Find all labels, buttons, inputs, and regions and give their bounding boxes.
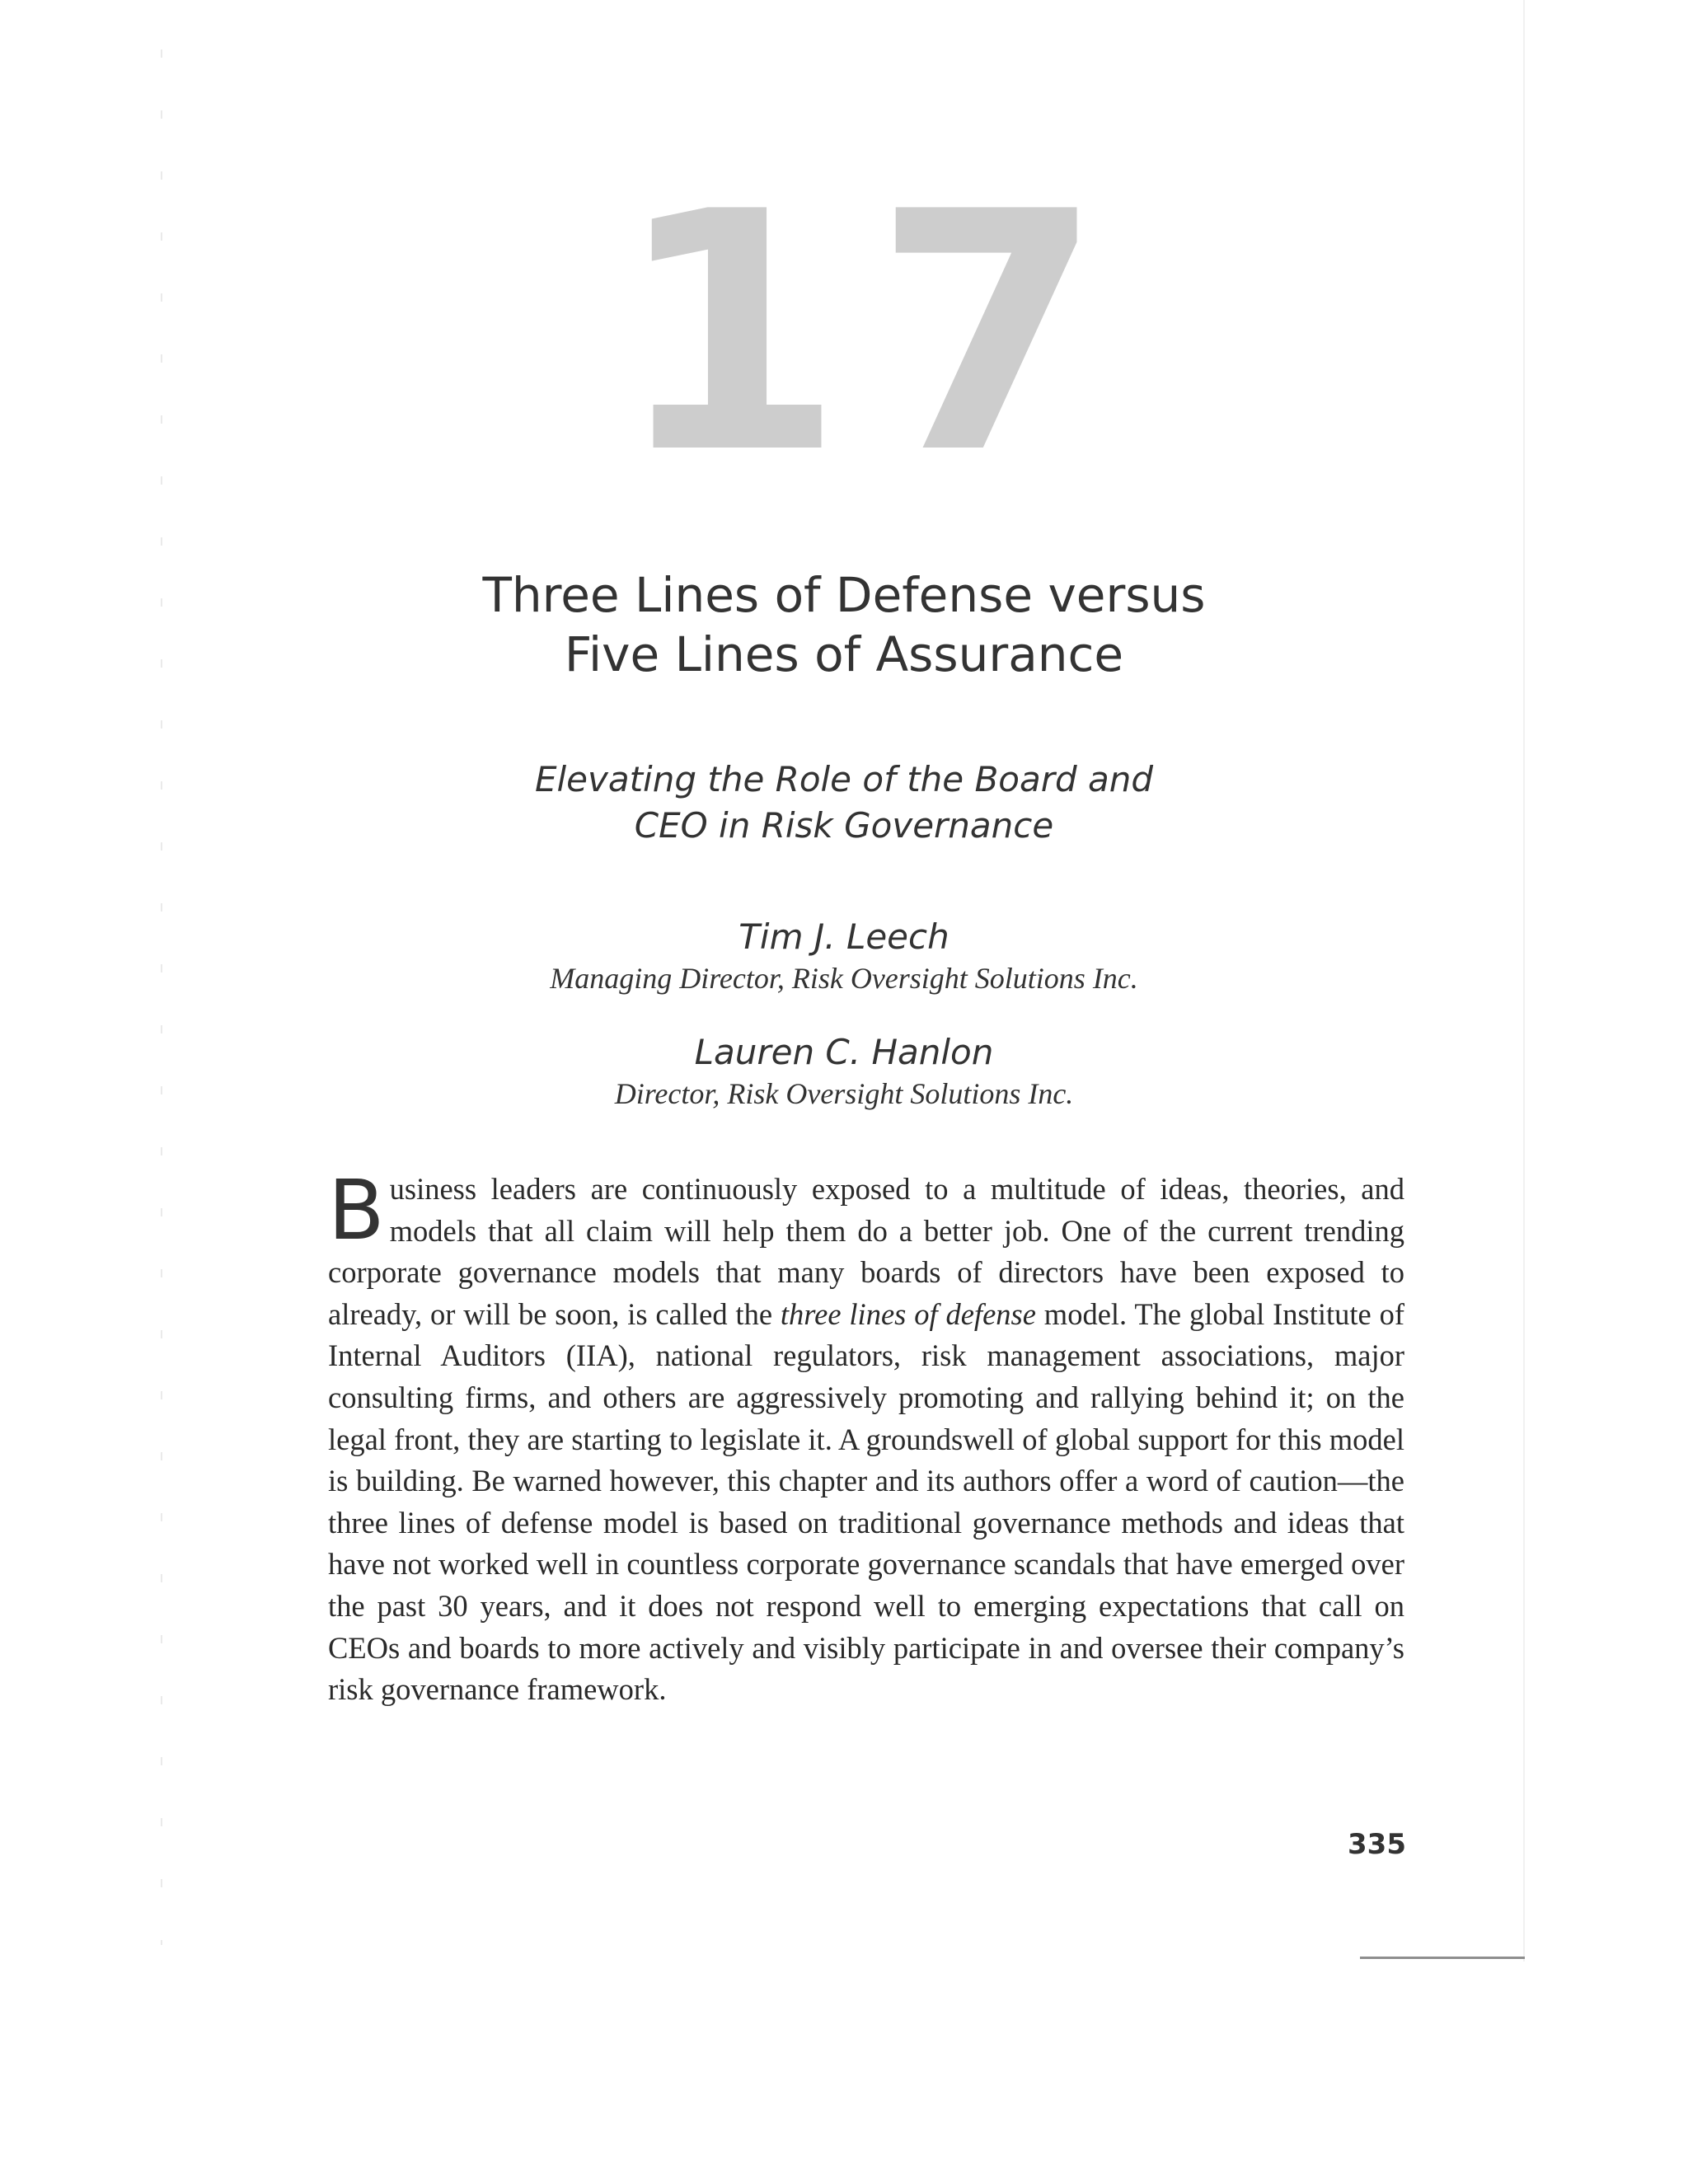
author-affiliation: Managing Director, Risk Oversight Solutions Inc. (550, 962, 1138, 995)
body-text-part-2: model. The global Institute of Internal Auditors (IIA), national regulators, risk management associations, major consulting firms, and others are aggressively promoting and rallying behind it; on the legal front, they are starting to legislate it. A groundswell of global support for this model is building. Be warned however, this chapter and its authors offer a word of caution—the three lines of defense model is based on traditional governance methods and ideas that have not worked well in countless corporate governance scandals that have emerged over the past 30 years, and it does not respond well to emerging expectations that call on CEOs and boards to more actively and visibly participate in and oversee their company’s risk governance framework. (328, 1296, 1404, 1707)
author-name: Lauren C. Hanlon (694, 1032, 994, 1072)
chapter-title (0, 565, 1688, 684)
chapter-title-line-1: Three Lines of Defense versus (482, 567, 1206, 623)
body-paragraph (328, 1162, 1404, 1711)
chapter-subtitle-line-2: CEO in Risk Governance (634, 805, 1054, 846)
chapter-subtitle (0, 757, 1688, 849)
author-affiliation: Director, Risk Oversight Solutions Inc. (614, 1077, 1074, 1110)
chapter-subtitle-line-1: Elevating the Role of the Board and (534, 759, 1154, 799)
author-block-1 (0, 915, 1688, 997)
drop-cap: B (328, 1162, 385, 1258)
scan-bottom-rule (1360, 1957, 1525, 1959)
body-text-part-1: usiness leaders are continuously exposed to a multitude of ideas, theories, and models that all claim will help them do a better job. One of the current trending corporate governance models that many boards of directors have been exposed to already, or will be soon, is called the (328, 1172, 1404, 1331)
page-number: 335 (1348, 1828, 1406, 1861)
author-block-2 (0, 1030, 1688, 1113)
author-name: Tim J. Leech (738, 916, 950, 957)
body-emphasis: three lines of defense (780, 1296, 1036, 1331)
chapter-title-line-2: Five Lines of Assurance (564, 626, 1124, 682)
chapter-number: 17 (614, 143, 1133, 526)
